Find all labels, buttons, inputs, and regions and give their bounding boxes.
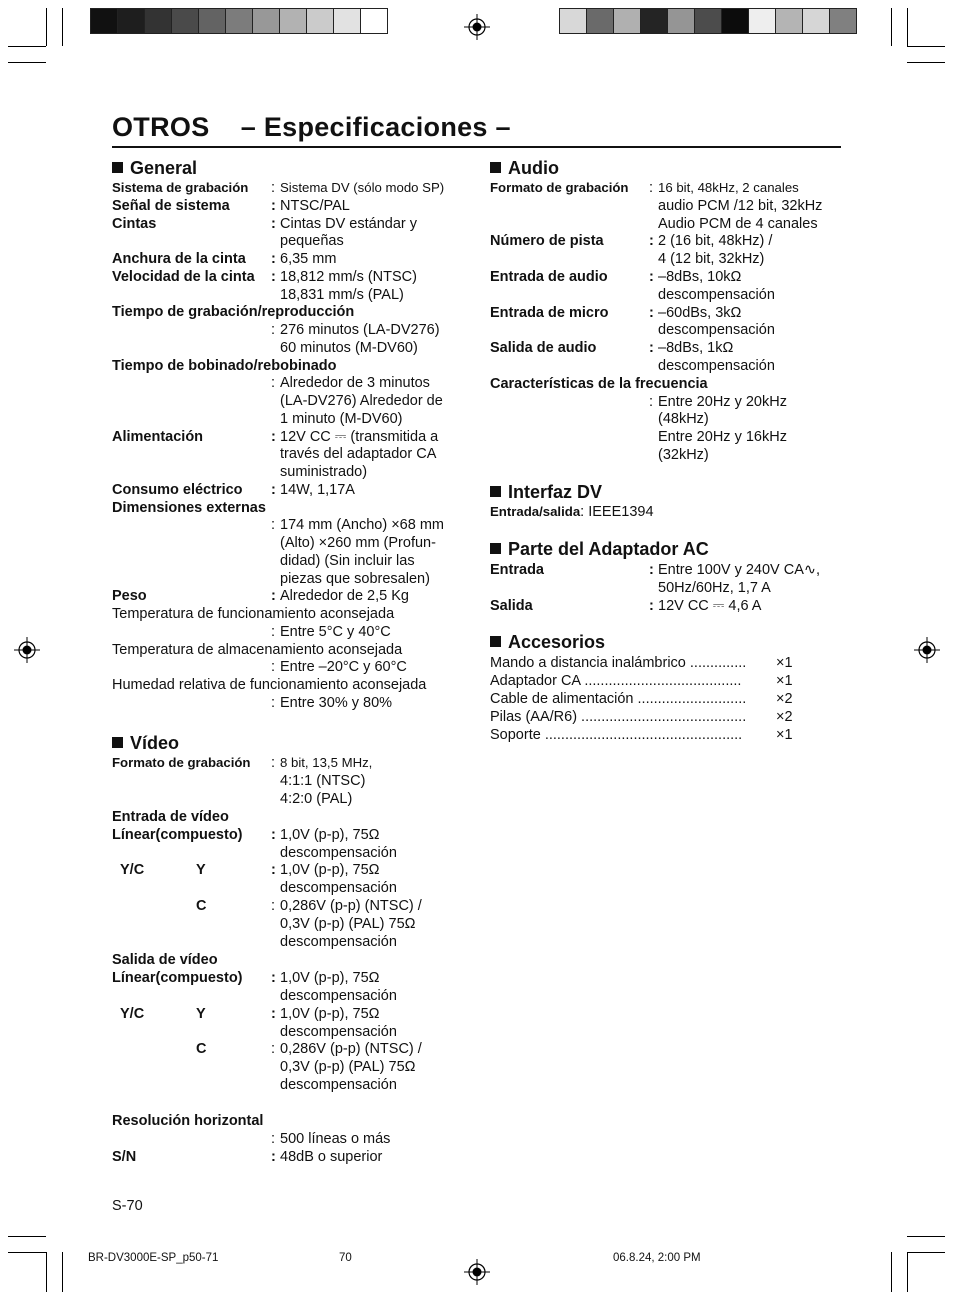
spec-value: Entre –20°C y 60°C: [280, 659, 407, 676]
color-swatch: [361, 9, 387, 33]
color-swatch: [226, 9, 252, 33]
color-swatch: [641, 9, 667, 33]
color-swatch: [749, 9, 775, 33]
interfaz-row: [490, 503, 654, 521]
square-bullet-icon: [490, 162, 501, 173]
spec-label: Velocidad de la cinta: [112, 268, 255, 285]
spec-label: Alimentación: [112, 428, 204, 445]
spec-value: Entre 100V y 240V CA∿,: [658, 562, 821, 578]
spec-value: pequeñas: [280, 233, 344, 250]
spec-sublabel: Y: [196, 862, 206, 879]
spec-colon: :: [649, 180, 654, 196]
spec-value: (32kHz): [658, 447, 709, 463]
square-bullet-icon: [112, 737, 123, 748]
spec-value: Entre 30% y 80%: [280, 694, 393, 711]
registration-mark-icon: [914, 637, 940, 663]
color-swatch: [172, 9, 198, 33]
crop-mark: [907, 1236, 945, 1237]
spec-colon: :: [649, 562, 654, 578]
spec-colon: :: [271, 694, 276, 711]
spec-value: Sistema DV (sólo modo SP): [280, 180, 445, 195]
spec-value: 500 líneas o más: [280, 1130, 391, 1147]
color-swatch: [830, 9, 856, 33]
page-title: OTROS – Especificaciones –: [112, 112, 511, 142]
spec-value: (LA-DV276) Alrededor de: [280, 393, 443, 409]
spec-colon: :: [271, 1041, 276, 1058]
crop-mark: [46, 8, 47, 46]
spec-value: descompensación: [280, 987, 397, 1004]
spec-label: Entrada de audio: [490, 269, 608, 285]
page-number: S-70: [112, 1198, 143, 1214]
spec-sublabel: C: [196, 1041, 207, 1058]
spec-colon: :: [271, 517, 276, 534]
spec-value: 48dB o superior: [280, 1148, 383, 1165]
spec-value: 0,3V (p-p) (PAL) 75Ω: [280, 916, 416, 933]
color-swatch: [91, 9, 117, 33]
color-swatch: [614, 9, 640, 33]
spec-label: Dimensiones externas: [112, 499, 266, 516]
section-heading-adaptador: Parte del Adaptador AC: [490, 539, 709, 560]
crop-mark: [891, 1252, 892, 1292]
spec-colon: :: [271, 623, 276, 640]
color-swatch: [280, 9, 306, 33]
crop-mark: [907, 62, 945, 63]
spec-value: 12V CC ⎓ 4,6 A: [658, 597, 762, 614]
spec-label: Tiempo de grabación/reproducción: [112, 304, 355, 321]
spec-value: Alrededor de 2,5 Kg: [280, 588, 409, 605]
color-swatch: [307, 9, 333, 33]
spec-label: Y/C: [120, 862, 145, 879]
spec-colon: :: [271, 481, 276, 498]
color-swatch: [145, 9, 171, 33]
color-swatch: [334, 9, 360, 33]
spec-label: Entrada de micro: [490, 304, 609, 321]
accessory-name: Adaptador CA .......................................: [490, 673, 742, 689]
crop-mark: [891, 8, 892, 46]
crop-mark: [907, 8, 908, 46]
spec-value: Entre 5°C y 40°C: [280, 623, 391, 640]
spec-value: 4:2:0 (PAL): [280, 790, 353, 807]
spec-colon: :: [649, 304, 654, 321]
spec-value: –8dBs, 1kΩ: [658, 340, 734, 357]
spec-value: 1,0V (p-p), 75Ω: [280, 826, 380, 843]
section-heading-accesorios: Accesorios: [490, 632, 605, 653]
spec-value: descompensación: [658, 322, 775, 339]
accessory-quantity: ×1: [776, 727, 793, 743]
registration-mark-icon: [464, 1259, 490, 1285]
spec-label: Formato de grabación: [490, 180, 629, 195]
spec-value: 18,831 mm/s (PAL): [280, 286, 404, 303]
registration-mark-icon: [14, 637, 40, 663]
spec-value: 0,286V (p-p) (NTSC) /: [280, 1041, 422, 1058]
footer-file-name: BR-DV3000E-SP_p50-71: [88, 1252, 219, 1264]
color-swatch: [803, 9, 829, 33]
crop-mark: [907, 46, 945, 47]
spec-label: Temperatura de almacenamiento aconsejada: [112, 641, 403, 658]
spec-label: Entrada de vídeo: [112, 808, 229, 825]
spec-sublabel: C: [196, 898, 207, 915]
interfaz-label: Entrada/salida: [490, 504, 581, 519]
spec-value: 12V CC ⎓ (transmitida a: [280, 428, 439, 445]
accessory-quantity: ×2: [776, 691, 793, 707]
registration-mark-icon: [464, 14, 490, 40]
spec-value: piezas que sobresalen): [280, 570, 430, 587]
spec-colon: :: [271, 659, 276, 676]
spec-value: 2 (16 bit, 48kHz) /: [658, 233, 773, 250]
spec-colon: :: [271, 428, 276, 445]
spec-value: 6,35 mm: [280, 251, 337, 267]
spec-colon: :: [649, 393, 654, 410]
spec-value: Entre 20Hz y 20kHz: [658, 393, 787, 410]
spec-value: Alrededor de 3 minutos: [280, 375, 430, 392]
spec-value: NTSC/PAL: [280, 197, 350, 214]
spec-value: 60 minutos (M-DV60): [280, 339, 418, 356]
spec-colon: :: [271, 862, 276, 879]
spec-label: S/N: [112, 1148, 137, 1165]
spec-colon: :: [271, 322, 276, 338]
spec-value: descompensación: [280, 880, 397, 897]
section-heading-audio: Audio: [490, 158, 559, 179]
crop-mark: [907, 1252, 908, 1292]
spec-label: Salida de audio: [490, 340, 597, 357]
spec-value: descompensación: [280, 1077, 397, 1094]
spec-colon: :: [271, 1130, 276, 1147]
spec-value: 4:1:1 (NTSC): [280, 772, 366, 789]
spec-colon: :: [271, 375, 276, 392]
spec-label: Características de la frecuencia: [490, 375, 708, 392]
spec-label: Anchura de la cinta: [112, 251, 246, 267]
color-swatch: [118, 9, 144, 33]
spec-colon: :: [271, 251, 276, 267]
spec-colon: :: [649, 233, 654, 250]
spec-label: Señal de sistema: [112, 197, 230, 214]
crop-mark: [8, 62, 46, 63]
spec-value: descompensación: [280, 1023, 397, 1040]
spec-value: 8 bit, 13,5 MHz,: [280, 755, 373, 770]
square-bullet-icon: [490, 636, 501, 647]
spec-colon: :: [271, 215, 276, 232]
spec-colon: :: [271, 898, 276, 915]
footer-date: 06.8.24, 2:00 PM: [613, 1252, 701, 1264]
crop-mark: [46, 1252, 47, 1292]
spec-value: Entre 20Hz y 16kHz: [658, 429, 787, 446]
crop-mark: [8, 1252, 46, 1253]
accessory-name: Mando a distancia inalámbrico ..............: [490, 655, 747, 671]
spec-value: descompensación: [280, 844, 397, 861]
spec-label: Temperatura de funcionamiento aconsejada: [112, 606, 395, 622]
spec-colon: :: [649, 597, 654, 614]
crop-mark: [907, 1252, 945, 1253]
accessory-quantity: ×1: [776, 673, 793, 689]
spec-colon: :: [271, 755, 276, 771]
square-bullet-icon: [490, 486, 501, 497]
color-swatch: [253, 9, 279, 33]
color-swatch: [587, 9, 613, 33]
spec-value: través del adaptador CA: [280, 446, 437, 463]
spec-label: Entrada: [490, 562, 544, 578]
crop-mark: [8, 1236, 46, 1237]
spec-value: didad) (Sin incluir las: [280, 552, 415, 569]
spec-value: audio PCM /12 bit, 32kHz: [658, 197, 823, 214]
spec-value: descompensación: [658, 358, 775, 374]
spec-colon: :: [649, 269, 654, 285]
spec-value: descompensación: [280, 934, 397, 950]
spec-label: Línear(compuesto): [112, 969, 243, 986]
color-swatch: [722, 9, 748, 33]
crop-mark: [62, 8, 63, 46]
spec-colon: :: [271, 1005, 276, 1022]
color-swatch: [695, 9, 721, 33]
spec-label: Cintas: [112, 215, 157, 232]
color-swatch: [668, 9, 694, 33]
spec-label: Formato de grabación: [112, 755, 251, 770]
spec-value: descompensación: [658, 286, 775, 303]
spec-value: (Alto) ×260 mm (Profun-: [280, 535, 436, 551]
square-bullet-icon: [112, 162, 123, 173]
spec-colon: :: [271, 969, 276, 986]
spec-value: 16 bit, 48kHz, 2 canales: [658, 180, 799, 195]
spec-colon: :: [271, 826, 276, 843]
accessory-quantity: ×1: [776, 655, 793, 671]
spec-value: 276 minutos (LA-DV276): [280, 322, 440, 338]
spec-colon: :: [271, 588, 276, 605]
spec-value: 0,286V (p-p) (NTSC) /: [280, 898, 422, 915]
section-heading-interfaz: Interfaz DV: [490, 482, 602, 503]
spec-label: Y/C: [120, 1005, 145, 1022]
spec-value: 14W, 1,17A: [280, 481, 355, 498]
spec-value: 1,0V (p-p), 75Ω: [280, 969, 380, 986]
spec-colon: :: [271, 268, 276, 285]
spec-label: Línear(compuesto): [112, 826, 243, 843]
spec-value: suministrado): [280, 464, 368, 480]
crop-mark: [8, 46, 46, 47]
spec-colon: :: [271, 197, 276, 214]
spec-value: 174 mm (Ancho) ×68 mm: [280, 517, 444, 534]
accessory-name: Cable de alimentación ...........................: [490, 691, 747, 707]
title-rule: [112, 146, 841, 148]
section-heading-video: Vídeo: [112, 733, 179, 754]
spec-value: 1 minuto (M-DV60): [280, 410, 403, 427]
spec-value: (48kHz): [658, 411, 709, 428]
accessory-name: Soporte .................................................: [490, 727, 743, 743]
spec-colon: :: [271, 1148, 276, 1165]
spec-value: 4 (12 bit, 32kHz): [658, 251, 765, 268]
spec-sublabel: Y: [196, 1005, 206, 1022]
spec-label: Peso: [112, 588, 147, 605]
footer-page: 70: [339, 1252, 352, 1264]
spec-label: Salida: [490, 597, 533, 614]
accessory-name: Pilas (AA/R6) .........................................: [490, 709, 747, 725]
spec-colon: :: [271, 180, 276, 196]
spec-value: 0,3V (p-p) (PAL) 75Ω: [280, 1059, 416, 1076]
spec-label: Salida de vídeo: [112, 951, 218, 968]
spec-value: 1,0V (p-p), 75Ω: [280, 1005, 380, 1022]
section-heading-general: General: [112, 158, 197, 179]
spec-value: 18,812 mm/s (NTSC): [280, 268, 417, 285]
crop-mark: [62, 1252, 63, 1292]
spec-colon: :: [649, 340, 654, 357]
spec-label: Sistema de grabación: [112, 180, 249, 195]
color-swatch: [199, 9, 225, 33]
spec-label: Resolución horizontal: [112, 1113, 264, 1129]
square-bullet-icon: [490, 543, 501, 554]
spec-value: 50Hz/60Hz, 1,7 A: [658, 579, 771, 596]
spec-value: 1,0V (p-p), 75Ω: [280, 862, 380, 879]
spec-label: Tiempo de bobinado/rebobinado: [112, 357, 337, 374]
color-swatch: [776, 9, 802, 33]
spec-label: Consumo eléctrico: [112, 481, 243, 498]
spec-value: –60dBs, 3kΩ: [658, 304, 742, 321]
spec-label: Humedad relativa de funcionamiento aconsejada: [112, 677, 427, 693]
color-swatch: [560, 9, 586, 33]
interfaz-value: : IEEE1394: [580, 504, 654, 520]
spec-label: Número de pista: [490, 233, 604, 250]
spec-value: –8dBs, 10kΩ: [658, 269, 742, 285]
spec-value: Cintas DV estándar y: [280, 215, 418, 232]
spec-value: Audio PCM de 4 canales: [658, 215, 818, 232]
accessory-quantity: ×2: [776, 709, 793, 725]
